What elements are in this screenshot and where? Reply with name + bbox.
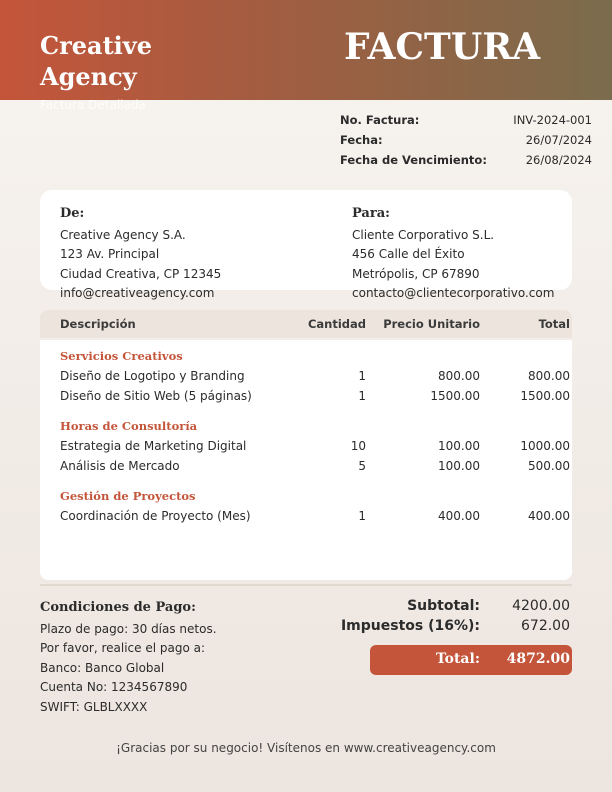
item-description: Análisis de Mercado bbox=[60, 459, 180, 473]
meta-value: INV-2024-001 bbox=[513, 113, 592, 127]
from-line: Ciudad Creativa, CP 12345 bbox=[60, 266, 222, 281]
col-description: Descripción bbox=[60, 317, 136, 331]
table-row bbox=[40, 509, 572, 529]
subtitle: Factura Detallada bbox=[40, 98, 146, 112]
category-heading: Gestión de Proyectos bbox=[60, 489, 196, 503]
tax-value: 672.00 bbox=[521, 618, 570, 634]
meta-label: Fecha: bbox=[340, 133, 383, 147]
table-row bbox=[40, 459, 572, 479]
condition-line: SWIFT: GLBLXXXX bbox=[40, 699, 148, 714]
subtotal-value: 4200.00 bbox=[512, 598, 570, 614]
category-heading: Servicios Creativos bbox=[60, 349, 183, 363]
item-quantity: 10 bbox=[350, 439, 366, 453]
item-total: 400.00 bbox=[528, 509, 570, 523]
table-row bbox=[40, 439, 572, 459]
item-quantity: 1 bbox=[358, 369, 366, 383]
item-total: 500.00 bbox=[528, 459, 570, 473]
to-email: contacto@clientecorporativo.com bbox=[352, 286, 555, 300]
condition-line: Banco: Banco Global bbox=[40, 660, 165, 675]
item-unit-price: 100.00 bbox=[438, 439, 480, 453]
tax-label: Impuestos (16%): bbox=[340, 618, 480, 634]
to-block bbox=[352, 204, 554, 304]
to-heading: Para: bbox=[352, 206, 390, 221]
item-total: 1000.00 bbox=[520, 439, 570, 453]
total-box bbox=[370, 645, 572, 675]
subtotal-label: Subtotal: bbox=[407, 598, 480, 614]
col-total: Total bbox=[538, 317, 570, 331]
category-heading: Horas de Consultoría bbox=[60, 419, 198, 433]
item-unit-price: 800.00 bbox=[438, 369, 480, 383]
condition-line: Plazo de pago: 30 días netos. bbox=[40, 621, 217, 636]
meta-row bbox=[340, 133, 592, 153]
to-line: Cliente Corporativo S.L. bbox=[352, 227, 495, 242]
table-row bbox=[40, 369, 572, 389]
invoice-title: FACTURA bbox=[344, 26, 541, 68]
brand-name: Creative Agency bbox=[40, 31, 152, 91]
table-row bbox=[40, 389, 572, 409]
meta-value: 26/07/2024 bbox=[525, 133, 592, 147]
col-unit-price: Precio Unitario bbox=[383, 317, 480, 331]
meta-value: 26/08/2024 bbox=[525, 153, 592, 167]
item-unit-price: 1500.00 bbox=[430, 389, 480, 403]
invoice-meta bbox=[340, 113, 592, 173]
conditions-heading: Condiciones de Pago: bbox=[40, 600, 196, 615]
header-banner bbox=[0, 0, 612, 100]
meta-label: Fecha de Vencimiento: bbox=[340, 153, 487, 167]
item-description: Coordinación de Proyecto (Mes) bbox=[60, 509, 251, 523]
item-unit-price: 400.00 bbox=[438, 509, 480, 523]
total-value: 4872.00 bbox=[506, 651, 570, 667]
from-block bbox=[60, 204, 221, 304]
item-quantity: 5 bbox=[358, 459, 366, 473]
item-quantity: 1 bbox=[358, 389, 366, 403]
meta-row bbox=[340, 113, 592, 133]
condition-line: Por favor, realice el pago a: bbox=[40, 641, 206, 655]
payment-conditions bbox=[40, 598, 217, 717]
from-line: Creative Agency S.A. bbox=[60, 227, 186, 242]
condition-line: Cuenta No: 1234567890 bbox=[40, 680, 188, 694]
item-total: 1500.00 bbox=[520, 389, 570, 403]
meta-row bbox=[340, 153, 592, 173]
from-line: 123 Av. Principal bbox=[60, 247, 160, 261]
from-email: info@creativeagency.com bbox=[60, 286, 215, 300]
to-line: Metrópolis, CP 67890 bbox=[352, 266, 480, 281]
item-description: Diseño de Logotipo y Branding bbox=[60, 369, 245, 383]
divider bbox=[40, 584, 572, 586]
from-heading: De: bbox=[60, 206, 85, 221]
total-label: Total: bbox=[435, 651, 480, 667]
table-body bbox=[40, 340, 572, 580]
footer-text: ¡Gracias por su negocio! Visítenos en www.creativeagency.com bbox=[116, 741, 496, 755]
item-description: Diseño de Sitio Web (5 páginas) bbox=[60, 389, 252, 403]
item-quantity: 1 bbox=[358, 509, 366, 523]
item-unit-price: 100.00 bbox=[438, 459, 480, 473]
table-header bbox=[40, 310, 572, 338]
to-line: 456 Calle del Éxito bbox=[352, 247, 465, 261]
item-description: Estrategia de Marketing Digital bbox=[60, 439, 247, 453]
col-quantity: Cantidad bbox=[307, 317, 366, 331]
item-total: 800.00 bbox=[528, 369, 570, 383]
meta-label: No. Factura: bbox=[340, 113, 420, 127]
